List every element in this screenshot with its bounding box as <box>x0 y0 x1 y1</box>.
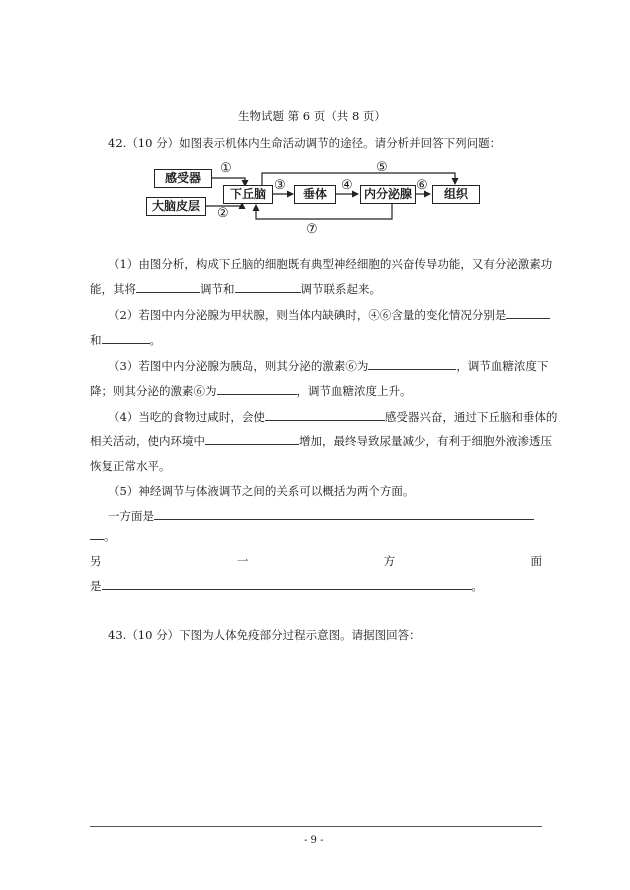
q42-part4-line3: 恢复正常水平。 <box>90 459 171 473</box>
q42-part3-text-b: ，调节血糖浓度下 <box>456 359 549 373</box>
label-4: ④ <box>341 178 353 193</box>
label-6: ⑥ <box>416 178 428 193</box>
q42-part3-text-a: （3）若图中内分泌腺为胰岛，则其分泌的激素⑥为 <box>108 359 369 373</box>
question-43-title: 43.（10 分）下图为人体免疫部分过程示意图。请据图回答： <box>108 628 421 642</box>
q42-part2-text-c: 。 <box>149 333 161 347</box>
label-1: ① <box>220 161 232 176</box>
q42-part5-line3 <box>90 528 116 544</box>
q42-part1-text-c: 调节联系起来。 <box>300 282 381 296</box>
answer-blank-4[interactable] <box>102 332 150 344</box>
q42-part3-text-c: 降；则其分泌的激素⑥为 <box>90 384 217 398</box>
q42-part5-char-3: 方 <box>383 554 396 568</box>
answer-blank-7[interactable] <box>265 409 385 421</box>
question-42-title: 42.（10 分）如图表示机体内生命活动调节的途径。请分析并回答下列问题： <box>108 136 502 150</box>
q42-part5-char-2: 一 <box>236 554 249 568</box>
answer-blank-5[interactable] <box>368 358 456 370</box>
q42-part4-text-b: 感受器兴奋，通过下丘脑和垂体的 <box>384 410 558 424</box>
label-2: ② <box>217 206 229 221</box>
answer-blank-1[interactable] <box>136 281 200 293</box>
q42-part5-text-d: 。 <box>471 579 483 593</box>
page-header: 生物试题 第 6 页（共 8 页） <box>238 109 386 123</box>
q42-part4-line1 <box>108 409 557 425</box>
answer-blank-3[interactable] <box>506 307 550 319</box>
q42-part1-text-a: 能，其将 <box>90 282 136 296</box>
answer-blank-10[interactable] <box>102 578 472 590</box>
endocrine-gland-box: 内分泌腺 <box>360 185 416 204</box>
label-5: ⑤ <box>376 160 388 175</box>
answer-blank-2[interactable] <box>235 281 301 293</box>
answer-blank-9[interactable] <box>154 508 534 520</box>
page-number: - 9 - <box>304 835 324 846</box>
hypothalamus-box: 下丘脑 <box>223 185 273 204</box>
q42-part5-line2 <box>108 508 534 524</box>
q42-part2-text-b: 和 <box>90 333 102 347</box>
q42-part3-line1 <box>108 358 548 374</box>
label-7: ⑦ <box>306 222 318 237</box>
q42-part5-line4 <box>90 553 542 569</box>
q42-part5-char-4: 面 <box>530 554 542 568</box>
q42-part5-line5 <box>90 578 483 594</box>
footer-divider <box>90 826 542 827</box>
q42-part5-char-1: 另 <box>90 554 102 568</box>
q42-part5-text-b: 。 <box>104 529 116 543</box>
q42-part1-line1: （1）由图分析，构成下丘脑的细胞既有典型神经细胞的兴奋传导功能，又有分泌激素功 <box>108 257 553 271</box>
receptor-box: 感受器 <box>154 169 212 188</box>
pituitary-box: 垂体 <box>294 185 336 204</box>
q42-part4-text-d: 增加，最终导致尿量减少，有利于细胞外液渗透压 <box>299 434 552 448</box>
answer-blank-8[interactable] <box>205 433 299 445</box>
answer-blank-9-cont[interactable] <box>90 528 104 540</box>
q42-part3-text-d: ，调节血糖浓度上升。 <box>296 384 412 398</box>
q42-part5-text-a: 一方面是 <box>108 509 154 523</box>
tissue-box: 组织 <box>432 185 480 204</box>
answer-blank-6[interactable] <box>217 383 297 395</box>
q42-part3-line2 <box>90 383 412 399</box>
q42-part2-line2 <box>90 332 161 348</box>
q42-part2-line1 <box>108 307 550 323</box>
q42-part1-line2 <box>90 281 381 297</box>
q42-part2-text-a: （2）若图中内分泌腺为甲状腺，则当体内缺碘时，④⑥含量的变化情况分别是 <box>108 308 507 322</box>
q42-part4-text-a: （4）当吃的食物过咸时，会使 <box>108 410 265 424</box>
q42-part5-text-c: 是 <box>90 579 102 593</box>
label-3: ③ <box>274 178 286 193</box>
cerebral-cortex-box: 大脑皮层 <box>146 197 206 216</box>
q42-part4-text-c: 相关活动，使内环境中 <box>90 434 205 448</box>
q42-part1-text-b: 调节和 <box>200 282 235 296</box>
q42-part5-line1: （5）神经调节与体液调节之间的关系可以概括为两个方面。 <box>108 484 415 498</box>
q42-part4-line2 <box>90 433 552 449</box>
